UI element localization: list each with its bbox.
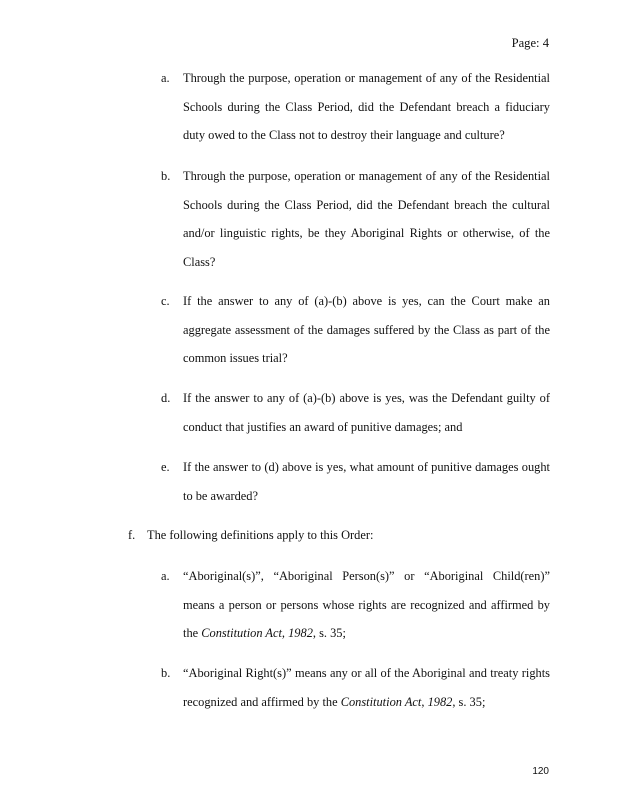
page-number: 120 [532, 766, 549, 777]
question-b [0, 162, 623, 280]
question-text: Through the purpose, operation or management of any of the Residential Schools during the Class Period, did the Defendant breach a fiduciary duty owed to the Class not to destroy their language and culture? [183, 71, 550, 143]
definition-a [0, 562, 623, 652]
question-text: If the answer to any of (a)-(b) above is yes, was the Defendant guilty of conduct that justifies an award of punitive damages; and [183, 391, 550, 434]
question-label: b. [161, 169, 171, 183]
question-c [0, 287, 623, 377]
statute-year: 1982 [427, 694, 453, 709]
statute-name: Constitution Act, 1982 [201, 626, 313, 641]
definition-text-part: “Aboriginal(s)”, “Aboriginal Person(s)” or “Aboriginal Child(ren)” means a person or persons whose rights are recognized and affirmed by the [183, 569, 550, 641]
definition-label: b. [161, 666, 171, 680]
question-e [0, 453, 623, 513]
definition-b [0, 659, 623, 719]
definition-label: a. [161, 569, 170, 583]
definition-text-part: “Aboriginal Right(s)” means any or all of the Aboriginal and treaty rights recognized and affirmed by the [183, 666, 550, 709]
section-text: The following definitions apply to this Order: [147, 528, 374, 542]
question-label: e. [161, 460, 170, 474]
definition-text-part: , s. 35; [312, 626, 346, 641]
statute-name: Constitution Act [340, 694, 422, 709]
question-text: If the answer to any of (a)-(b) above is yes, can the Court make an aggregate assessment of the damages suffered by the Class as part of the common issues trial? [183, 294, 550, 366]
definition-text-part: , [421, 694, 428, 709]
page-header: Page: 4 [511, 36, 549, 50]
definition-text [183, 562, 550, 648]
question-text: Through the purpose, operation or management of any of the Residential Schools during the Class Period, did the Defendant breach the cultural and/or linguistic rights, be they Aboriginal Rights or otherwise, of the Class? [183, 169, 550, 269]
question-label: d. [161, 391, 171, 405]
question-label: c. [161, 294, 170, 308]
section-f [0, 521, 623, 551]
question-label: a. [161, 71, 170, 85]
question-text: If the answer to (d) above is yes, what amount of punitive damages ought to be awarded? [183, 460, 550, 503]
definition-text [183, 659, 550, 716]
definition-text-part: , s. 35; [452, 694, 486, 709]
question-d [0, 384, 623, 444]
question-a [0, 64, 623, 154]
section-label: f. [128, 528, 136, 542]
